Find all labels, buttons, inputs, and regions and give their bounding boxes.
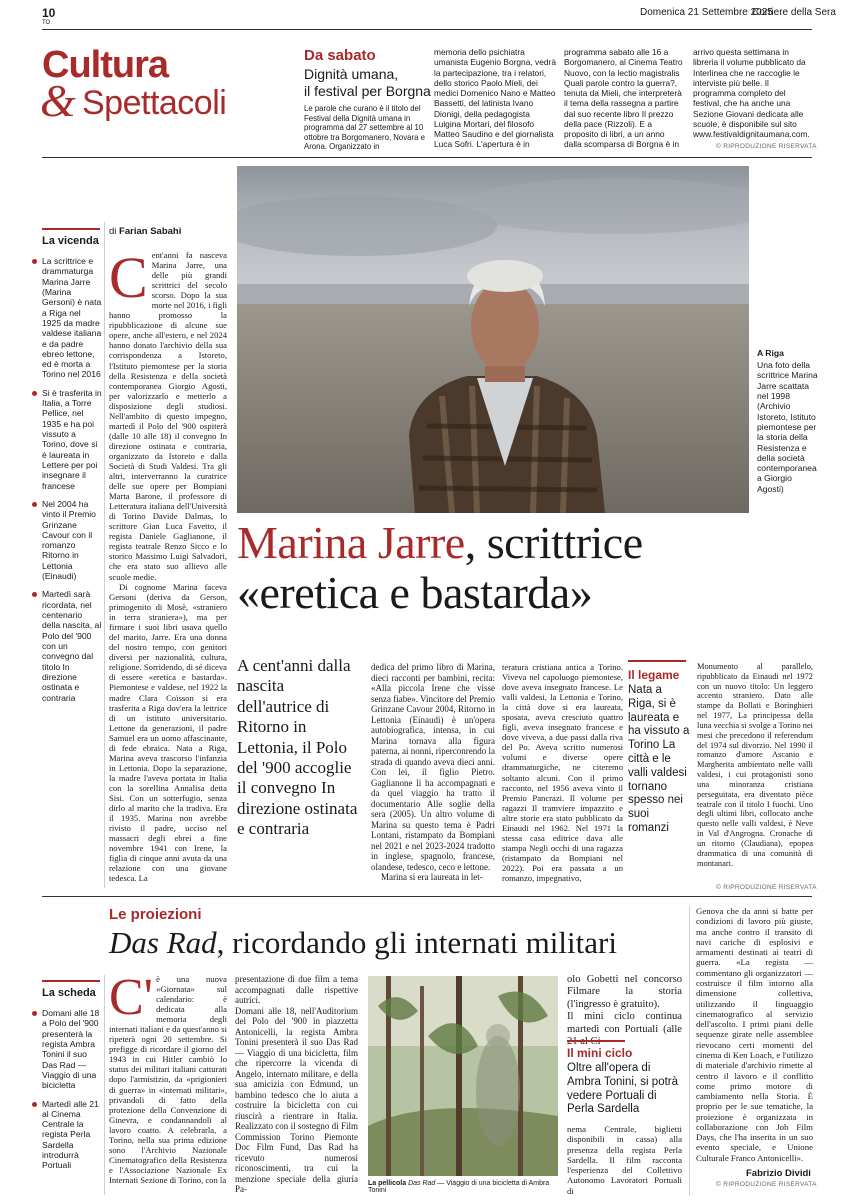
vicenda-rule <box>42 228 100 230</box>
article-col6: Monumento al parallelo, ripubblicato da Einaudi nel 1972 con un nuovo titolo: Un leggero accento straniero. Dato alle stampe da Bollati e Boringhieri nel 1977, La principessa della luna vecchia si svolge a Torino nei mesi che precedono il referendum del 1974 sul divorzio. Nel 1990 il romanzo d'amore Ascanio e Margherita ambientato nelle valli valdesi, i cui protagonisti sono una minoranza cristiana perseguitata, era diventato pièce teatrale con il titolo I fuochi. Uno degli ultimi libri, collocato anche questo nelle valli valdesi, è Neve in Val d'Angrogna. Cronache di un ritorno (Claudiana), epopea drammatica di una comunità di montanari. <box>697 662 814 868</box>
proiezioni-col1-body: è una nuova «Giornata» sul calendario: è dedicata alla memoria degli internati italiani e da quest'anno si ripeterà ogni 20 settembre. Si prefigge di ricordare il giorno del 1943 in cui Hitler cambiò lo status dei militari italiani catturati dopo l'armistizio, da «prigionieri di guerra» in «internati militari», privandoli di fatto della protezione della Convenzione di Ginevra, e condannandoli al lavoro coatto. A celebrarla, a Torino, nella sua prima edizione sono l'Archivio Nazionale Cinematografico della Resistenza e l'Associazione Nazionale Ex Internati Sezione di Torino, con la <box>109 974 227 1185</box>
proiezioni-col1 <box>109 969 227 1185</box>
minicycle-text: Oltre all'opera di Ambra Tonini, si potrà vedere Portuali di Perla Sardella <box>567 1062 679 1116</box>
festival-col1: Le parole che curano è il titolo del Festival della Dignità umana in programma dal 27 settembre al 10 ottobre tra Borgomanero, Novara e Arona. Organizzato in <box>304 104 425 151</box>
article-col3-p1: dedica del primo libro di Marina, dieci racconti per bambini, recita: «Alla piccola Irene che visse senza fiabe». Vincitore del Premio Grinzane Cavour 2004, Ritorno in Lettonia (Einaudi) è un'opera autobiografica, intensa, in cui Marina tornava alla figura paterna, ai nonni, riperconrendo la strada di quando aveva dieci anni. Con lei, il figlio Pietro. Gaglianone li ha accompagnati e da quel viaggio ha tratto il documentario Alle soglie della sera (2005). Un altro volume di Marina su questo tema è Padri Lontani, ristampato da Bompiani nel 2021 e nel 2023-2024 tradotto in inglese, spagnolo, francese, olandese, tedesco, ceco e lettone. <box>371 662 496 872</box>
byline-prefix: di <box>109 226 117 237</box>
section-title-cultura: Cultura <box>42 44 168 86</box>
festival-col3: programma sabato alle 16 a Borgomanero, al Cinema Teatro Nuovo, con la lectio magistralis Quali parole contro la guerra?, tenuta da Mieli, che interpreterà il tema della rassegna a partire dal suo recente libro Il prezzo della pace (Rizzoli). E a proposito di libri, a un anno dalla scomparsa di Borgna è in <box>564 47 683 150</box>
vicenda-heading: La vicenda <box>42 235 99 247</box>
article-p2: Di cognome Marina faceva Gersoni (deriva da Gerson, primogenito di Mosè, «straniero in terra straniera»), ma per firmare i suoi libri usava quello del marito, Jarre. Era una donna del nostro tempo, con genitori diversi per nazionalità, cultura, religione. Sorridendo, di sé diceva di essere «eretica e bastarda». Piemontese e valdese, nel 1922 la madre Clara Coïsson si era trasferita a Riga dov'era la lettrice di un istituto universitario. Lettone da generazioni, il padre Samuel era un uomo affascinante, di fede ebraica. Nata a Riga, Marina aveva trascorso l'infanzia in Lettonia. Dopo la separazione, la madre l'aveva portata in Italia con la sorellina Annalisa detta Sisi. Con un sotterfugio, senza dirlo al marito che la tradiva. Era il 1935. Marina non avrebbe rivisto il padre, ucciso nel massacri degli ebrei a fine novembre 1941 con Irene, la figlia di cinque anni avuta da una relazione con una giovane tedesca. La <box>109 582 227 884</box>
das-rad-caption-text: — Viaggio di una bicicletta di Ambra Tonini <box>368 1180 550 1194</box>
section-rule <box>42 157 812 158</box>
proiezioni-copyright: © RIPRODUZIONE RISERVATA <box>716 1181 817 1188</box>
byline-author: Farian Sabahi <box>119 226 182 237</box>
photo-image <box>237 166 749 513</box>
festival-copyright: © RIPRODUZIONE RISERVATA <box>716 143 817 150</box>
header-paper: Corriere della Sera <box>752 7 836 18</box>
byline <box>109 226 181 237</box>
article-col3 <box>371 662 495 883</box>
festival-title: Dignità umana, il festival per Borgna <box>304 66 431 99</box>
sidebar-divider <box>104 222 105 888</box>
article-col4: teratura cristiana antica a Torino. Viveva nel capoluogo piemontese, dove aveva insegnato francese. Le valli valdesi, la Lettonia e Torino, la città dove si era laureata, sposata, aveva cresciuto quattro figli, aveva insegnato francese e dove viveva, a due passi dalla riva del Po. Aveva scritto numerosi volumi e diverse opere drammaturgiche, ne citeremo soltanto alcuni. Con il primo racconto, nel 1956 aveva vinto il Premio Pancrazi. Il volume per ragazzi Il tramviere impazzito e altre storie era stato pubblicato da Einaudi nel 1962. Nel 1971 la stessa casa editrice dava alle stampa Negli occhi di una ragazza (ristampato da Bompiani nel 2022). Poi era passata a un romanzo, impegnativo, <box>502 662 623 883</box>
legame-title: Il legame <box>628 668 680 682</box>
vicenda-item: Si è trasferita in Italia, a Torre Pellice, nel 1935 e ha poi vissuto a Torino, dove si è laureata in Lettere per poi insegnare il francese <box>30 388 102 491</box>
vicenda-item: Nel 2004 ha vinto il Premio Grinzane Cavour con il romanzo Ritorno in Lettonia (Einaudi) <box>30 499 102 582</box>
page-number: 10 <box>42 6 56 20</box>
article-col1 <box>109 245 227 582</box>
proiezioni-dropcap: C' <box>109 969 154 1026</box>
proiezioni-col3a: olo Gobetti nel concorso Filmare la storia (l'ingresso è gratuito). Il mini ciclo continua martedì con Portuali (alle <box>567 974 682 1035</box>
proiezioni-divider <box>689 906 690 1196</box>
proiezioni-title-italic: Das Rad <box>109 925 217 960</box>
bottom-section-rule <box>42 896 812 897</box>
minicycle-rule <box>567 1040 625 1042</box>
proiezioni-kicker: Le proiezioni <box>109 906 202 923</box>
photo-caption-text: Una foto della scrittrice Marina Jarre scattata nel 1998 (Archivio Istoreto, Istituto piemontese per la storia della Resistenza e della società contemporanea a Giorgio Agosti) <box>757 360 818 494</box>
proiezioni-col1-text <box>109 969 227 1185</box>
proiezioni-title <box>109 926 669 960</box>
legame-text: Nata a Riga, si è laureata e ha vissuto a Torino La città e le valli valdesi tornano spesso nei suoi romanzi <box>628 684 690 834</box>
festival-col4: arrivo questa settimana in libreria il volume pubblicato da Interlinea che ne raccoglie le interviste più belle. Il programma completo del festival, che ha anche una Sezione Giovani dedicata alle scuole, è disponibile sul sito www.festivaldignitaumana.com. <box>693 47 810 139</box>
scheda-heading: La scheda <box>42 987 96 999</box>
headline-line2: «eretica e bastarda» <box>237 566 593 618</box>
article-p1 <box>109 245 227 582</box>
headline-name: Marina Jarre <box>237 517 465 568</box>
proiezioni-col3b: nema Centrale, biglietti disponibili in cassa) alla presenza della regista Perla Sardella. Il film racconta l'esperienza del Collettivo Autonomo Lavoratori Portuali di <box>567 1124 682 1196</box>
proiezioni-col2: presentazione di due film a tema accompagnati dalle rispettive autrici. Domani alle 18, nell'Auditorium del Polo del '900 in piazzetta Antonicelli, la regista Ambra Tonini presenterà il suo Das Rad — Viaggio di una bicicletta, film che ripercorre la vicenda di Angelo, internato militare, e della sua amicizia con Edmund, un bambino tedesco che lo aiuta a costruire la bicicletta con cui riuscirà a rientrare in Italia. Realizzato con il sostegno di Film Commission Torino Piemonte Doc Film Fund, Das Rad ha ricevuto numerosi riconoscimenti, tra cui la menzione speciale della giuria Pa- <box>235 974 358 1195</box>
scheda-item: Martedì alle 21 al Cinema Centrale la regista Perla Sardella introdurrà Portuali <box>30 1099 102 1171</box>
minicycle-title: Il mini ciclo <box>567 1046 633 1060</box>
proiezioni-author: Fabrizio Dividi <box>746 1168 811 1179</box>
marina-jarre-photo <box>237 166 749 513</box>
vicenda-item: La scrittrice e drammaturga Marina Jarre (Marina Gersoni) è nata a Riga nel 1925 da madre valdese italiana e da padre ebreo lettone, ed è morta a Torino nel 2016 <box>30 256 102 380</box>
dropcap: C <box>109 245 148 310</box>
das-rad-caption <box>368 1180 558 1194</box>
scheda-divider <box>104 975 105 1195</box>
page-sub: TO <box>42 20 51 26</box>
das-rad-caption-title: Das Rad <box>408 1180 436 1187</box>
headline <box>237 518 812 617</box>
das-rad-caption-label: La pellicola <box>368 1180 407 1187</box>
das-rad-photo <box>368 976 558 1176</box>
header-date: Domenica 21 Settembre 2025 <box>640 7 773 18</box>
article-col1-p2 <box>109 582 227 883</box>
das-rad-image <box>368 976 558 1176</box>
festival-col2: memoria dello psichiatra umanista Eugenio Borgna, vedrà la partecipazione, tra i relatori, dello storico Paolo Mieli, dei medici Domenico Nano e Matteo Bassetti, del latinista Ivano Dionigi, della pedagogista Luigina Mortari, del filosofo Matteo Saudino e del giornalista Luca Sofri. L'apertura è in <box>434 47 556 150</box>
proiezioni-title-rest: , ricordando gli internati militari <box>216 925 617 960</box>
scheda-rule <box>42 980 100 982</box>
section-title-amp: & <box>40 75 76 126</box>
header-rule <box>42 29 812 30</box>
scheda-item: Domani alle 18 a Polo del '900 presenterà la regista Ambra Tonini il suo Das Rad — Viaggio di una bicicletta <box>30 1008 102 1091</box>
festival-kicker: Da sabato <box>304 47 376 64</box>
headline-rest: , scrittrice <box>464 517 643 568</box>
vicenda-list <box>30 256 102 711</box>
article-p1-text: ent'anni fa nasceva Marina Jarre, una delle più grandi scrittrici del secolo scorso. Dopo la sua morte nel 2016, i figli hanno promosso la ripubblicazione di alcune sue opere, anche all'estero, e nel 2024 hanno donato l'archivio della sua corrispondenza a Istoreto, l'Istituto piemontese per la storia della Resistenza e della società contemporanea Giorgio Agosti, per valorizzarlo e metterlo a disposizione degli studiosi. Nell'ambito di questo impegno, martedì il Polo del '900 ospiterà (dalle 10 alle 18) il convegno In direzione ostinata e contraria, organizzato da Istoreto e dalla Società di Studi Valdesi. Tra gli altri, interverranno la curatrice delle sue opere per Bompiani Marta Barone, il professore di Letteratura italiana dell'Università di Torino Davide Dalmas, lo scrittore Gian Luca Favetto, il regista Daniele Gaglianone, il regista teatrale Renzo Sicco e lo storico Massimo Luigi Salvadori, che era stato suo allievo alle scuole medie. <box>109 250 227 582</box>
photo-caption-title: A Riga <box>757 348 784 358</box>
article-copyright: © RIPRODUZIONE RISERVATA <box>716 884 817 891</box>
vicenda-item: Martedì sarà ricordata, nel centenario della nascita, al Polo del '900 con un convegno dal titolo In direzione ostinata e contraria <box>30 589 102 702</box>
proiezioni-col4: Genova che da anni si batte per condizioni di lavoro più giuste, ma anche contro il transito di navi cariche di esplosivi e armamenti destinati ai teatri di guerra. «La regista — commentano gli organizzatori — costruisce il film intorno alla dimensione collettiva, utilizzando il linguaggio cinematografico al servizio dell'ascolto. I primi piani delle sequenze girate nelle assemblee rievocano certi momenti del cinema di Ken Loach, e l'utilizzo di materiale d'archivio rimette al centro il lavoro e il conflitto come primo motore di cambiamento nella Storia. È proprio per le sue tematiche, la proiezione è organizzata in collaborazione con Job Film Days, che l'ha inserita in un suo evento speciale, e Unione Culturale Franco Antonicelli». <box>696 906 813 1163</box>
scheda-list <box>30 1008 102 1179</box>
legame-rule <box>628 660 686 662</box>
section-title-spettacoli: Spettacoli <box>82 84 227 122</box>
article-deck: A cent'anni dalla nascita dell'autrice di Ritorno in Lettonia, il Polo del '900 accoglie il convegno In direzione ostinata e contraria <box>237 656 358 839</box>
article-col3-p2: Marina si era laureata in let- <box>381 872 483 883</box>
